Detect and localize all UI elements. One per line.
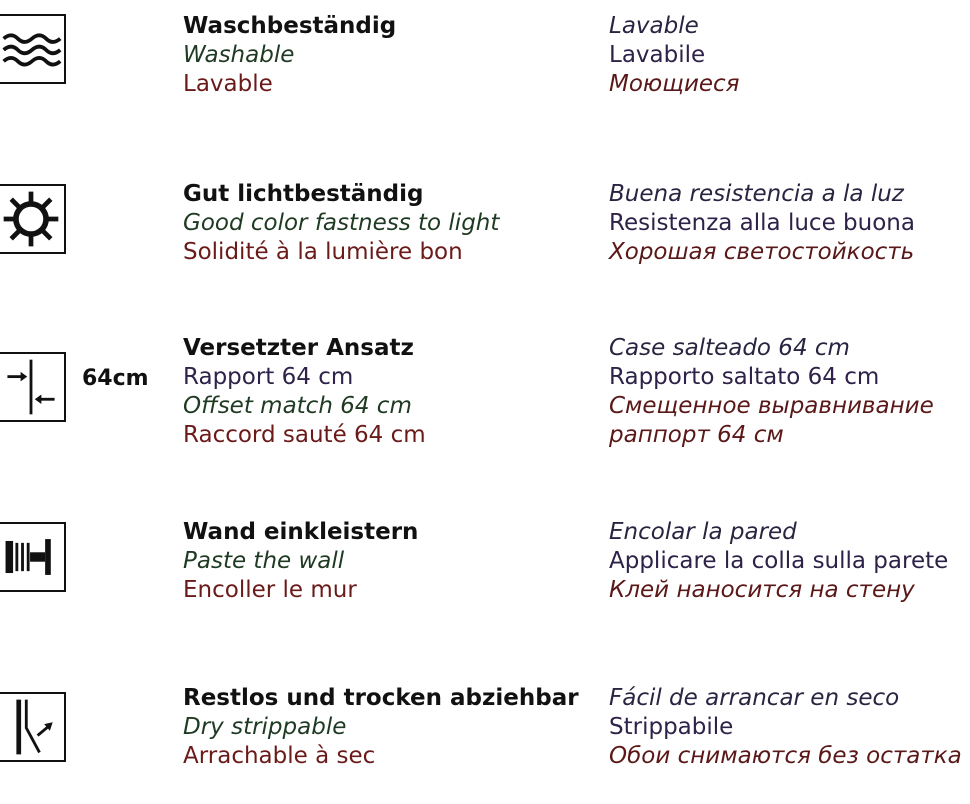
match-measure-label: 64cm bbox=[82, 366, 149, 391]
text-column-left bbox=[183, 12, 396, 99]
symbol-row-dry-strippable bbox=[0, 684, 970, 804]
label-it: Strippabile bbox=[609, 714, 734, 740]
text-column-left bbox=[183, 180, 499, 267]
label-es: Case salteado 64 cm bbox=[609, 335, 850, 361]
text-column-right bbox=[609, 684, 962, 771]
text-column-right bbox=[609, 518, 948, 605]
label-es: Encolar la pared bbox=[609, 519, 797, 545]
label-fr: Encoller le mur bbox=[183, 577, 357, 603]
text-column-right bbox=[609, 334, 934, 450]
label-de: Wand einkleistern bbox=[183, 519, 419, 545]
symbol-row-offset-match bbox=[0, 334, 970, 454]
label-fr: Lavable bbox=[183, 71, 273, 97]
dry-strippable-peel-icon bbox=[0, 692, 66, 762]
label-ru: Хорошая светостойкость bbox=[609, 239, 915, 265]
text-column-right bbox=[609, 180, 915, 267]
label-ru: Моющиеся bbox=[609, 71, 740, 97]
sun-light-fastness-icon bbox=[0, 184, 66, 254]
label-es: Fácil de arrancar en seco bbox=[609, 685, 900, 711]
label-fr: Arrachable à sec bbox=[183, 743, 376, 769]
label-de: Restlos und trocken abziehbar bbox=[183, 685, 579, 711]
label-en: Offset match 64 cm bbox=[183, 393, 412, 419]
label-en: Good color fastness to light bbox=[183, 210, 500, 236]
label-ru: Смещенное выравнивание bbox=[609, 393, 934, 419]
label-en: Paste the wall bbox=[183, 548, 345, 574]
label-es: Buena resistencia a la luz bbox=[609, 181, 904, 207]
symbol-row-paste-wall bbox=[0, 518, 970, 638]
label-de: Waschbeständig bbox=[183, 13, 397, 39]
label-de-rapport: Rapport 64 cm bbox=[183, 364, 354, 390]
label-fr: Raccord sauté 64 cm bbox=[183, 422, 426, 448]
label-ru: Обои снимаются без остатка bbox=[609, 743, 962, 769]
text-column-right bbox=[609, 12, 740, 99]
text-column-left bbox=[183, 518, 418, 605]
label-es: Lavable bbox=[609, 13, 699, 39]
label-en: Washable bbox=[183, 42, 295, 68]
text-column-left bbox=[183, 684, 579, 771]
label-ru-rapport: раппорт 64 см bbox=[609, 422, 784, 448]
label-de: Versetzter Ansatz bbox=[183, 335, 414, 361]
label-en: Dry strippable bbox=[183, 714, 347, 740]
paste-the-wall-brush-icon bbox=[0, 522, 66, 592]
label-it: Applicare la colla sulla parete bbox=[609, 548, 949, 574]
text-column-left bbox=[183, 334, 426, 450]
washable-waves-icon bbox=[0, 14, 66, 84]
symbol-row-washable bbox=[0, 12, 970, 132]
symbol-row-light-fastness bbox=[0, 180, 970, 300]
label-fr: Solidité à la lumière bon bbox=[183, 239, 463, 265]
label-de: Gut lichtbeständig bbox=[183, 181, 424, 207]
label-ru: Клей наносится на стену bbox=[609, 577, 915, 603]
offset-match-arrows-icon bbox=[0, 352, 66, 422]
label-it: Rapporto saltato 64 cm bbox=[609, 364, 880, 390]
label-it: Resistenza alla luce buona bbox=[609, 210, 915, 236]
label-it: Lavabile bbox=[609, 42, 706, 68]
